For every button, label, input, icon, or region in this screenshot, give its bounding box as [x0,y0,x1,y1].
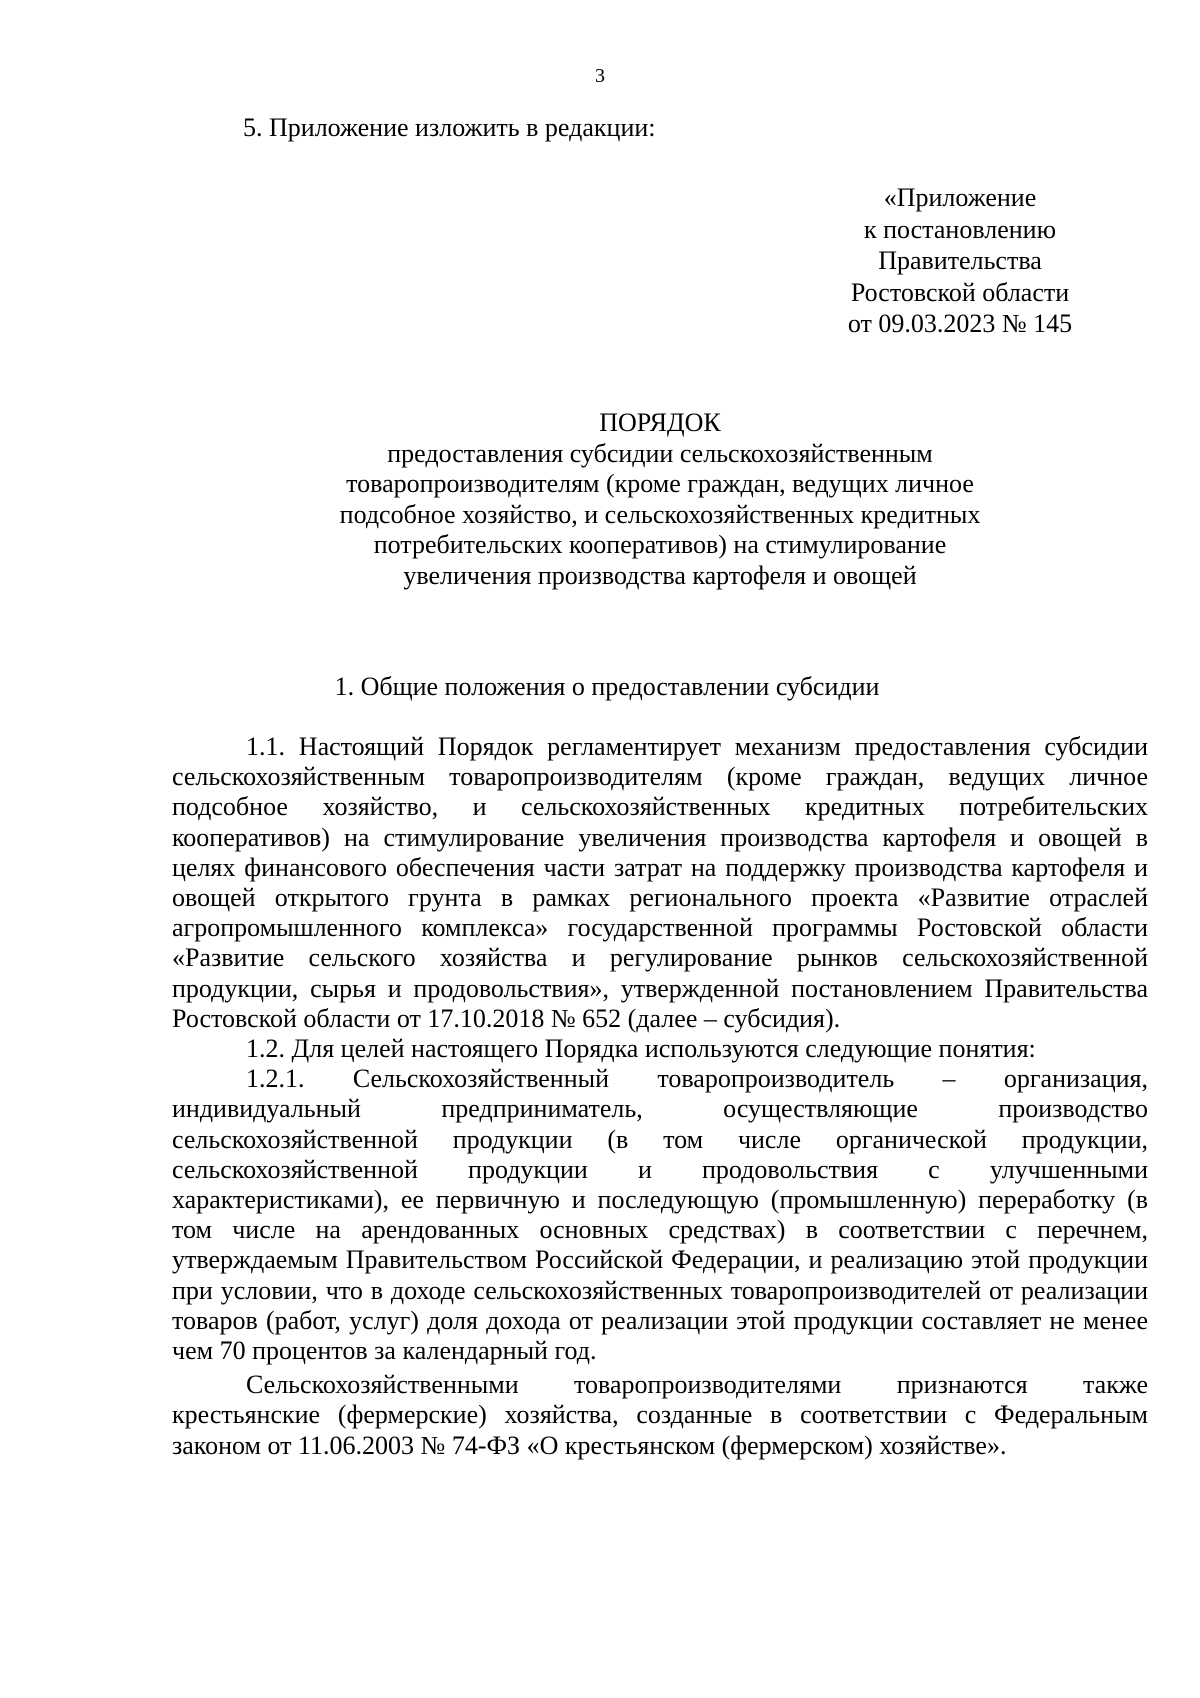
appendix-header-line: к постановлению [863,214,1057,244]
paragraph-farm-households: Сельскохозяйственными товаропроизводителями признаются также крестьянские (фермерские) хозяйства, созданные в соответствии с Федеральным законом от 11.06.2003 № 74-ФЗ «О крестьянском (фермерском) хозяйстве». [172,1370,1148,1460]
document-subtitle-line: подсобное хозяйство, и сельскохозяйственных кредитных [339,499,981,529]
paragraph-1-2: 1.2. Для целей настоящего Порядка используются следующие понятия: [246,1034,1036,1064]
document-subtitle-line: товаропроизводителям (кроме граждан, ведущих личное [346,469,974,499]
paragraph-1-2-1: 1.2.1. Сельскохозяйственный товаропроизводитель – организация, индивидуальный предприниматель, осуществляющие производство сельскохозяйственной продукции (в том числе органической продукции, сельскохозяйственной продукции и продовольствия с улучшенными характеристиками), ее первичную и последующую (промышленную) переработку (в том числе на арендованных основных средствах) в соответствии с перечнем, утверждаемым Правительством Российской Федерации, и реализацию этой продукции при условии, что в доходе сельскохозяйственных товаропроизводителей от реализации товаров (работ, услуг) доля дохода от реализации этой продукции составляет не менее чем 70 процентов за календарный год. [172,1064,1148,1366]
section-heading: 1. Общие положения о предоставлении субсидии [334,672,880,701]
paragraph-1-1: 1.1. Настоящий Порядок регламентирует механизм предоставления субсидии сельскохозяйственным товаропроизводителям (кроме граждан, ведущих личное подсобное хозяйство, и сельскохозяйственных кредитных потребительских кооперативов) на стимулирование увеличения производства картофеля и овощей в целях финансового обеспечения части затрат на поддержку производства картофеля и овощей открытого грунта в рамках регионального проекта «Развитие отраслей агропромышленного комплекса» государственной программы Ростовской области «Развитие сельского хозяйства и регулирование рынков сельскохозяйственной продукции, сырья и продовольствия», утвержденной постановлением Правительства Ростовской области от 17.10.2018 № 652 (далее – субсидия). [172,732,1148,1033]
appendix-header-line: от 09.03.2023 № 145 [847,309,1073,338]
appendix-header-line: Правительства [878,246,1042,275]
document-title-block [280,408,1040,592]
amendment-intro: 5. Приложение изложить в редакции: [243,113,656,142]
document-subtitle-line: предоставления субсидии сельскохозяйственным [387,438,933,468]
appendix-header-line: Ростовской области [850,277,1070,307]
document-subtitle-line: потребительских кооперативов) на стимулирование [373,530,947,560]
appendix-header [830,182,1090,340]
appendix-header-line: «Приложение [883,183,1037,212]
document-subtitle-line: увеличения производства картофеля и овощей [403,560,917,590]
page-number: 3 [595,65,605,87]
document-title: ПОРЯДОК [599,408,721,437]
body-text [172,732,1148,1461]
